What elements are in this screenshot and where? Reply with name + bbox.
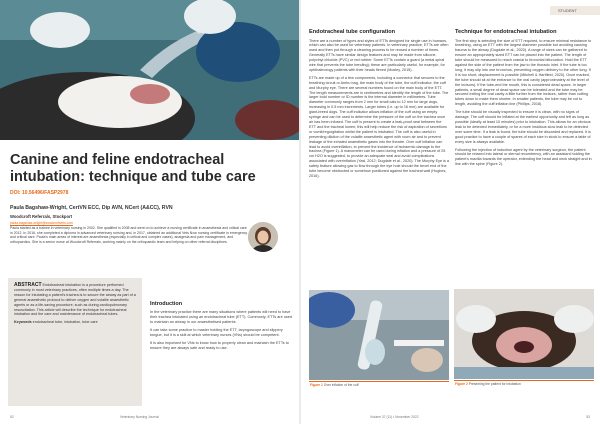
heading-intubation-technique: Technique for endotracheal intubation: [455, 29, 557, 35]
body-paragraph: The first step is selecting the size of ETT required, to ensure minimal resistance to breathing, using an ETT with the largest diameter possible but avoiding causing trauma to the airway (Dugdale et al., 2020). A range of sizes can be gathered to ensure an appropriately sized ETT can be placed into the patient. The length of tube should be measured to reach cranial to bronchial bifurcation. Hold the ETT against the side of the patient from the jaw to the thoracic inlet. If the tube is too long, it may slip into one bronchus, preventing oxygen delivery to the other lung. If it is too short, displacement is possible (Mitchell & Hartfield, 2020). Once marked, the tube should sit at the entrance to the oral cavity (approximately at the level of the incisors). If the tube-end the mouth, this is considered dead space. In larger patients, a small degree of dead space can be tolerated and the tube may be secured exiting the oral cavity a little further from the incisors, rather than cutting tubes down to make them shorter. In smaller patients, the tube may be cut to length, avoiding the cuff inflation line (Phillips, 2018).: [455, 38, 592, 107]
heading-tube-configuration: Endotracheal tube configuration: [309, 29, 396, 35]
introduction-heading: Introduction: [150, 301, 183, 307]
introduction-section: [150, 301, 292, 354]
author-email-link[interactable]: paula.bagshaw-wright@woodcroftvets.com: [10, 221, 73, 225]
figure-1-image: [309, 290, 449, 380]
body-paragraph: The tube should be visually inspected to ensure it is clean, with no signs of damage. The cuff should be inflated at the earliest opportunity and left as long as possible (ideally at least 10 minutes) prior to intubation. This allows for an obvious leak to be detected immediately, or for a more insidious slow leak to be detected over some time. If a leak is found, the tube should be discarded and replaced. It is good practice to have a couple of spares of each size in stock to ensure a table of every size is always available.: [455, 110, 591, 144]
abstract-text: Endotracheal intubation is a procedure performed commonly in most veterinary practices, often multiple times a day. The reason for intubating a patient's trachea is to secure the airway as part of a general anaesthetic protocol to deliver oxygen and volatile anaesthetic agents or as a life-saving procedure, such as during cardiopulmonary resuscitation. This article will describe the technique for endotracheal intubation and the care and maintenance of endotracheal tubes.: [14, 283, 136, 317]
column-tube-configuration: [309, 29, 449, 182]
keywords-text: endotracheal tube, intubation, tube care: [32, 320, 98, 325]
caption-rule: [309, 381, 449, 382]
column-intubation-technique: [455, 29, 593, 170]
author-avatar: [248, 222, 278, 252]
body-paragraph: Following the injection of induction agent by the veterinary surgeon, the patient should be relaxed into lateral or sternal recumbency, with an assistant holding the patient's maxilla towards the operator, extending the head and neck straight and in line with the spine (Figure 2).: [455, 147, 592, 167]
article-title: Canine and feline endotracheal intubation: technique and tube care: [10, 152, 256, 185]
page-number-left: 52: [10, 415, 14, 419]
body-paragraph: ETTs are made up of a few components, including a connector that secures to the breathing circuit or Ambu bag, the main body of the tube, the cuff indicator, the cuff and Murphy eye. There are several numbers found on the main body of the ETT. The length measurements are in centimetres and identify the length of the tube. The larger bold number or ID number is the internal diameter in millimetres. Tube diameter commonly ranges from 2 mm for small cats to 12 mm for large dogs, increasing in 0.5 mm increments. Larger tubes (i.e. up to 16 mm) are available for giant-breed dogs. The cuff indicator allows inflation of the cuff using an empty syringe and can be used to determine the pressure of the cuff on the trachea once air has been infused. The cuff is present to create a leak-proof seal between the ETT and the tracheal lumen; this will help reduce the risk of aspiration of secretions or vomit/regurgitation whilst the patient is intubated. The cuff is also useful in preventing dilution of the volatile anaesthetic agent with room air and to prevent leakage of the exhaled anaesthetic gases into the theatre. Over cuff inflation can lead to avoid overinflation, to prevent the incidence of ischaemic damage to the trachea (Figure 1). A manometer can be used during inflation and a pressure of 25 cm H2O is suggested, to provide an adequate seal and avoid complications associated with overinflation (Yasi, 2012; Dugdale et al., 2020). The Murphy Eye is a safety feature allowing gas to flow through the eye hole should the bevel end of the tube become obstructed or somehow positioned against the tracheal wall (Hughes, 2016).: [309, 75, 449, 178]
intro-paragraph: In the veterinary practice there are many situations where patients will need to have their trachea intubated using an endotracheal tube (ETT). Commonly, ETTs are used to maintain an airway in our anaesthetised patients.: [150, 310, 292, 324]
intro-paragraph: It is also important for VNs to know how to properly clean and maintain the ETTs to ensure they are always safe and ready to use.: [150, 341, 289, 350]
section-tag: STUDENT: [550, 6, 600, 15]
caption-rule: [454, 380, 594, 381]
doi-link[interactable]: DOI: 10.56496/FASP2978: [10, 190, 69, 196]
intubation-photo: [0, 0, 300, 140]
keywords-label: Keywords: [14, 320, 32, 325]
page-number-right: 53: [586, 415, 590, 419]
issue-info-footer: Volume 37 (11) • November 2022: [370, 415, 419, 419]
abstract-heading: ABSTRACT: [14, 282, 42, 288]
author-affiliation: Woodcroft Referrals, Stockport: [10, 214, 73, 219]
author-name: Paula Bagshaw-Wright, CertVN ECC, Dip AVN, NCert (A&CC), RVN: [10, 205, 173, 211]
author-bio: Paula started as a trainee in veterinary nursing in 2002. She qualified in 2008 and went on to achieve a nursing certificate in anaesthesia and critical care in 2012. In 2016, she completed a diploma in advanced veterinary nursing and, in 2017, obtained an additional Vets Now nursing certificate in emergency and critical care. Paula's main areas of interest are anaesthesia (especially in critical and complex cases), analgesia and pain management, and orthopaedics. She is a senior nurse at Woodcroft Referrals, working mainly on the orthopaedic team and helping on other referral disciplines.: [10, 226, 248, 244]
intro-paragraph: It can take some practice to master holding the ETT, laryngoscope and slippery tongue, but it is a skill at which veterinary nurses (VNs) should be competent.: [150, 328, 283, 337]
journal-name-footer: Veterinary Nursing Journal: [120, 415, 159, 419]
figure-1-caption: Figure 1 Over inflation of the cuff: [310, 383, 359, 387]
figure-2-caption: Figure 2 Presenting the patient for intubation: [455, 382, 521, 386]
body-paragraph: There are a number of types and styles of ETTs designed for single use in humans, which can also be used for veterinary patients. In veterinary practice, ETTs are often used and then put through a cleaning process to be reused a number of times. Generally ETTs have similar design features and may be made from silicone, polyvinyl chloride (PVC) or red rubber. Some ETTs contain a guard (a metal spiral wire that prevents the tube bending); these are particularly useful, for example, for ophthalmology patients with their heads flexed (Mosley, 2015).: [309, 38, 449, 72]
right-page: [300, 0, 600, 424]
figure-2-image: [454, 289, 594, 379]
abstract-box: [8, 278, 142, 406]
